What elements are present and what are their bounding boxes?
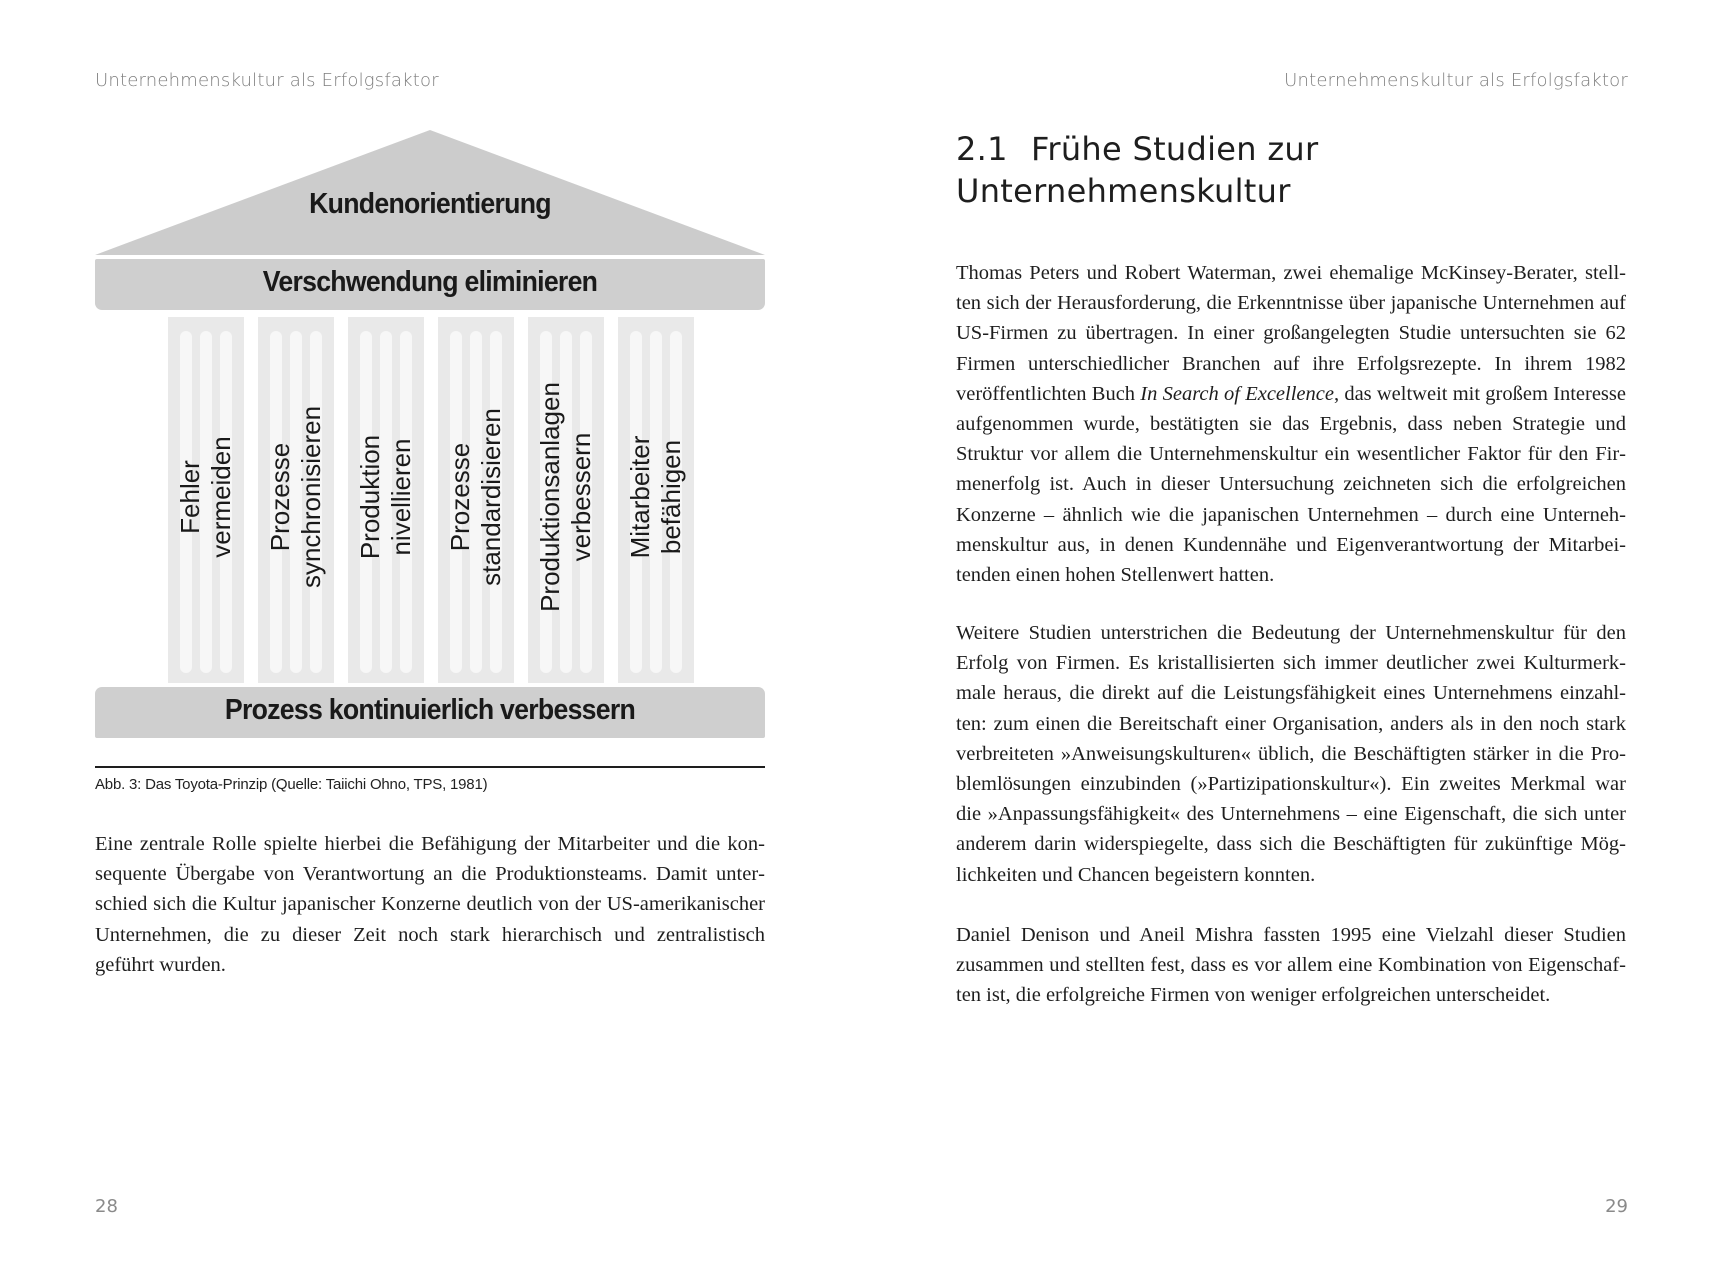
pillar-label-line1: Fehler [175,460,205,534]
paragraph-2: Weitere Studien unterstrichen die Bedeutung der Unternehmenskultur für den Erfolg von Firmen. Es kristallisierten sich immer deutlicher zwei Kulturmerkmale heraus, die direkt auf die Leistungsfähigkeit eines Unternehmens einzahlten: zum einen die Bereitschaft einer Organisation, anders als in den noch stark verbreiteten »Anweisungskulturen« üblich, die Beschäftigten stärker in die Problemlösungen einzubinden (»Partizipationskultur«). Ein zweites Merkmal war die »Anpassungsfähigkeit« des Unternehmens – eine Eigenschaft, die sich unter anderem darin widerspiegelte, dass sich die Beschäftigten für zukünftige Möglichkeiten und Chancen begeistern konnten. [956,622,1626,886]
pillar-label-line1: Prozesse [265,442,295,552]
right-body-text-3 [956,920,1626,1011]
section-title-line1: Frühe Studien zur [1031,130,1319,168]
pillar-label-line2: verbessern [566,432,596,562]
paragraph-1 [956,258,1626,590]
pillar-label [265,406,327,588]
pillar-label-line2: nivellieren [386,438,416,556]
beam-label: Verschwendung eliminieren [262,266,598,298]
pillar-label-line2: vermeiden [206,436,236,558]
paragraph-3: Daniel Denison und Aneil Mishra fassten 1995 eine Vielzahl dieser Studien zusammen und stellten fest, dass es vor allem eine Kombination von Eigenschaften ist, die erfolgreiche Firmen von weniger erfolgreichen unterscheidet. [956,924,1626,1007]
section-number: 2.1 [956,130,1008,168]
paragraph: Eine zentrale Rolle spielte hierbei die Befähigung der Mitarbeiter und die konsequente Übergabe von Verantwortung an die Produktionsteams. Damit unterschied sich die Kultur japanischer Konzerne deutlich von der US-amerikanischer Unternehmen, die zu dieser Zeit noch stark hierarchisch und zentralistisch geführt wurden. [95,833,765,976]
roof-label: Kundenorientierung [309,188,551,220]
beam-bar [95,259,765,310]
caption-rule [95,766,765,768]
pillar-label-line2: befähigen [656,439,686,555]
running-head-right: Unternehmenskultur als Erfolgsfaktor [1284,70,1628,91]
paragraph-1-part2: , das weltweit mit großem Interesse aufgenommen wurde, bestätigten sie das Ergebnis, dass neben Strategie und Struktur vor allem die Unternehmenskultur ein wesentlicher Faktor für den Firmenerfolg ist. Auch in dieser Untersuchung zeichneten sich die erfolgreichen Konzerne – ähnlich wie die japanischen Unternehmen – durch eine Unternehmenskultur aus, in denen Kundennähe und Eigenverantwortung der Mitarbeitenden einen hohen Stellenwert hatten. [956,382,1626,587]
pillar-label-line1: Prozesse [445,442,475,552]
book-title: In Search of Excellence [1140,382,1334,405]
figure-caption: Abb. 3: Das Toyota-Prinzip (Quelle: Taiichi Ohno, TPS, 1981) [95,776,488,793]
right-page [857,0,1713,1270]
running-head-left: Unternehmenskultur als Erfolgsfaktor [95,70,439,91]
pillar-prozesse-synchronisieren [258,317,334,683]
pillar-label-line1: Produktionsanlagen [535,382,565,612]
pillar-label [445,408,507,586]
pillar-label [625,436,687,559]
pillar-label [355,435,417,559]
pillar-label [535,382,597,612]
base-label: Prozess kontinuierlich verbessern [224,694,636,726]
right-body-text-2 [956,618,1626,890]
pillar-label-line2: standardisieren [476,408,506,586]
pillar-label-line1: Produktion [355,434,385,560]
paragraph-1-part1: Thomas Peters und Robert Waterman, zwei ehemalige McKinsey-Berater, stellten sich der Herausforderung, die Erkenntnisse über japanische Unternehmen auf US-Firmen zu übertragen. In einer großangelegten Studie untersuchten sie 62 Firmen unterschiedlicher Branchen auf ihre Erfolgsrezepte. In ihrem 1982 veröffentlichten Buch [956,262,1626,405]
pillar-fehler-vermeiden [168,317,244,683]
left-page [0,0,856,1270]
left-body-text [95,829,765,980]
toyota-temple-figure [95,130,765,740]
page-number-right: 29 [1605,1196,1628,1217]
pillar-prozesse-standardisieren [438,317,514,683]
section-heading [956,128,1636,212]
pillar-label-line1: Mitarbeiter [625,435,655,559]
pillar-produktionsanlagen-verbessern [528,317,604,683]
base-bar [95,687,765,738]
pillar-mitarbeiter-befaehigen [618,317,694,683]
right-body-text-1 [956,258,1626,590]
section-title-line2: Unternehmenskultur [956,172,1291,210]
page-number-left: 28 [95,1196,118,1217]
pillar-produktion-nivellieren [348,317,424,683]
pillar-label-line2: synchronisieren [296,405,326,589]
pillar-label [175,436,237,557]
